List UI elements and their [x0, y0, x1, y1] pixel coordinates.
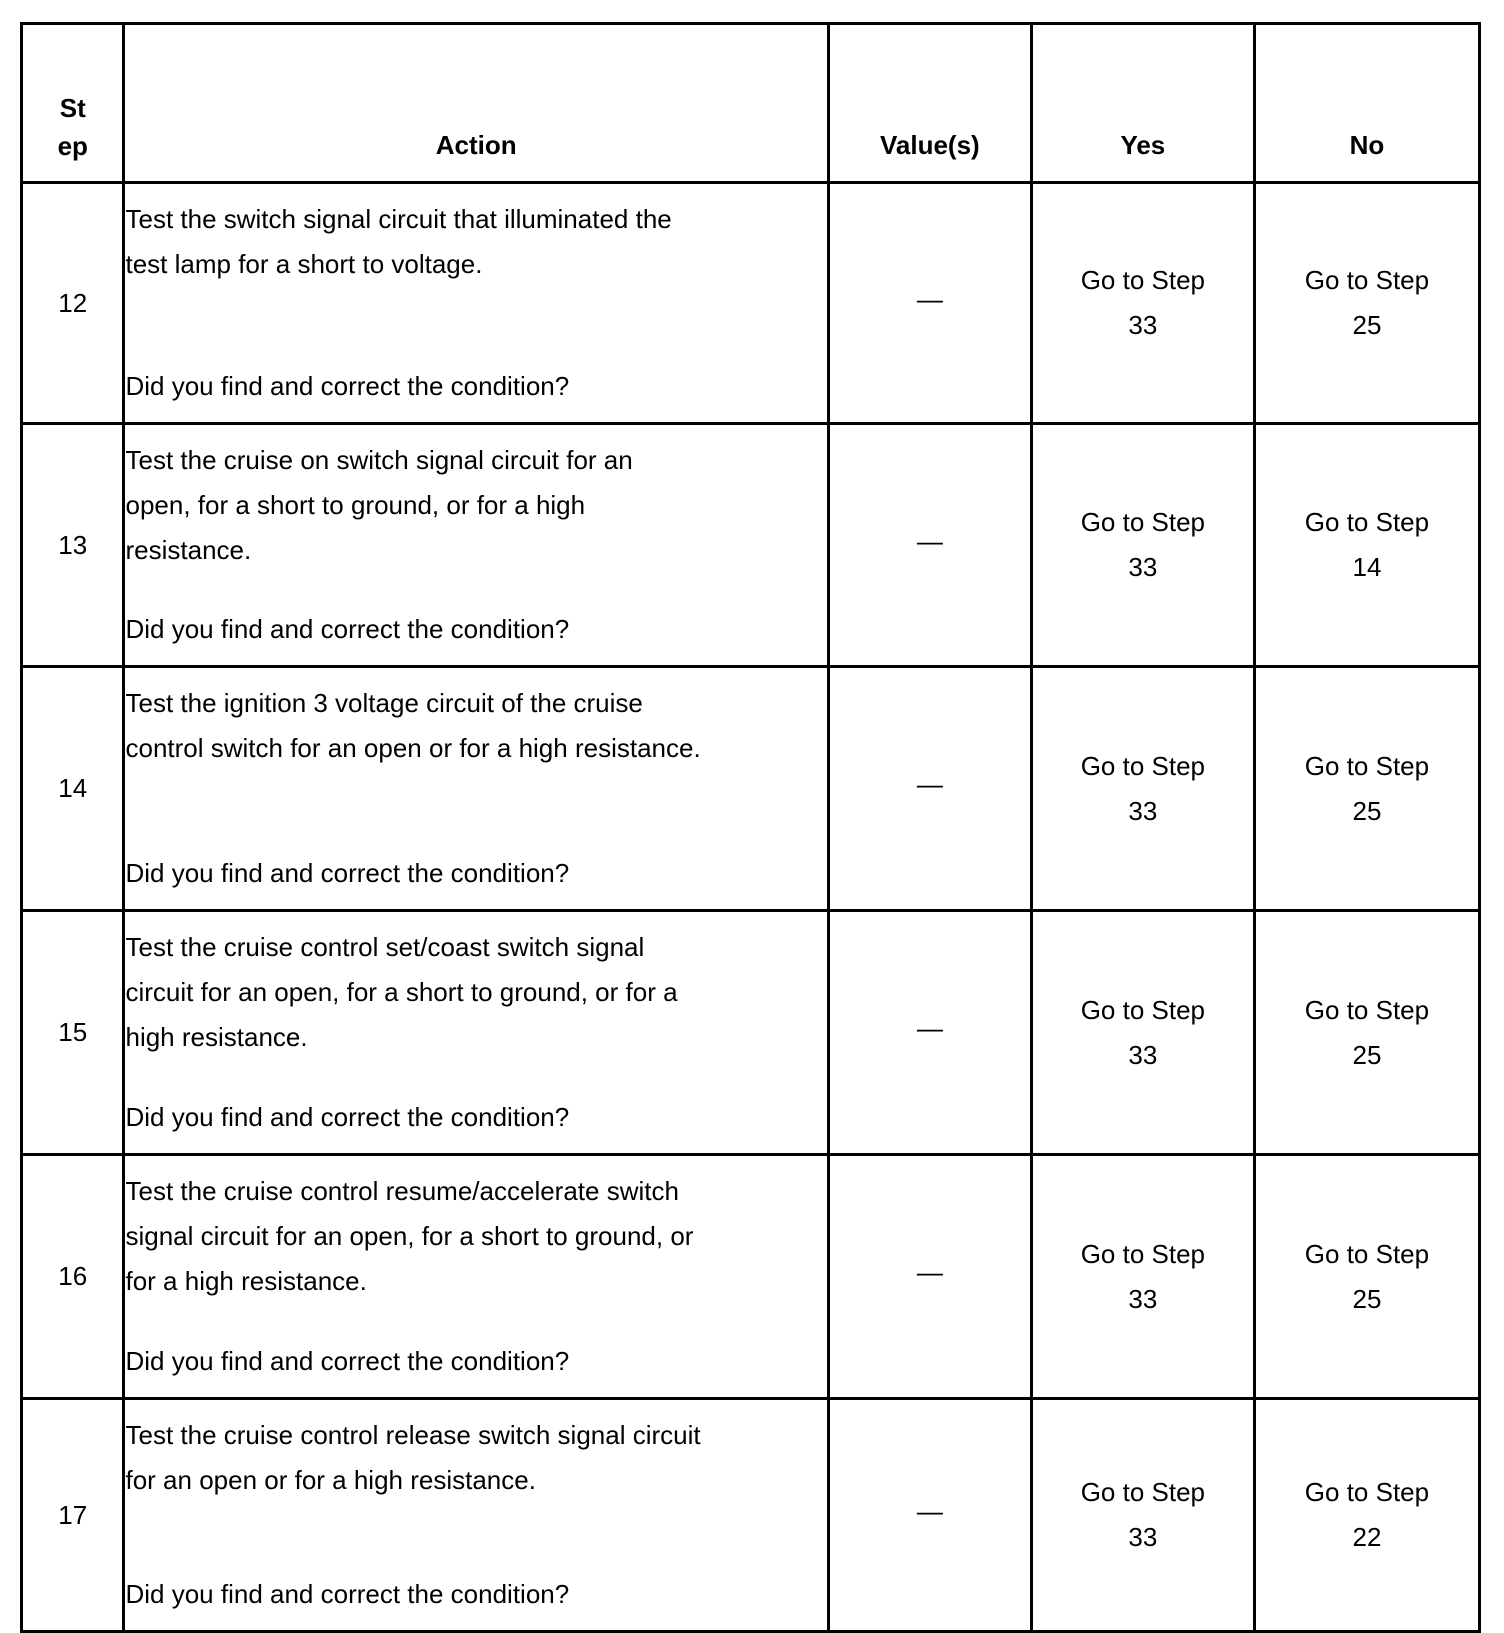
- yes-goto-label: Go to Step: [1080, 1477, 1206, 1507]
- action-line: test lamp for a short to voltage.: [125, 249, 483, 279]
- action-line: Test the ignition 3 voltage circuit of the cruise: [125, 688, 643, 718]
- header-row: [22, 24, 1480, 183]
- action-line: high resistance.: [125, 1022, 308, 1052]
- action-line: Test the cruise on switch signal circuit for an: [125, 445, 633, 475]
- action-line: Test the cruise control release switch signal circuit: [125, 1420, 701, 1450]
- yes-goto-step: 33: [1128, 1283, 1158, 1314]
- action-instruction: [125, 925, 826, 1060]
- step-number: 14: [22, 667, 124, 911]
- action-question: Did you find and correct the condition?: [125, 1346, 570, 1376]
- value-cell: [828, 1399, 1031, 1632]
- yes-cell: [1031, 1155, 1254, 1399]
- yes-cell: [1031, 183, 1254, 424]
- table-row: [22, 1399, 1480, 1632]
- table-row: [22, 911, 1480, 1155]
- table-row: [22, 667, 1480, 911]
- yes-goto-step: 33: [1128, 1039, 1158, 1070]
- no-cell: [1254, 183, 1479, 424]
- no-goto-label: Go to Step: [1304, 507, 1430, 537]
- no-goto-step: 25: [1352, 795, 1382, 826]
- no-cell: [1254, 424, 1479, 667]
- step-number: 15: [22, 911, 124, 1155]
- value-cell: [828, 424, 1031, 667]
- action-cell: [124, 1399, 828, 1632]
- table-row: [22, 183, 1480, 424]
- table-row: [22, 1155, 1480, 1399]
- value-cell: [828, 1155, 1031, 1399]
- value-dash: —: [916, 1257, 943, 1287]
- yes-cell: [1031, 911, 1254, 1155]
- no-cell: [1254, 911, 1479, 1155]
- value-dash: —: [916, 769, 943, 799]
- action-line: Test the switch signal circuit that illuminated the: [125, 204, 672, 234]
- no-goto-label: Go to Step: [1304, 1238, 1430, 1269]
- yes-goto-step: 33: [1128, 1522, 1158, 1552]
- action-question: Did you find and correct the condition?: [125, 1579, 570, 1609]
- action-cell: [124, 183, 828, 424]
- no-goto-label: Go to Step: [1304, 1477, 1430, 1507]
- no-goto-step: 22: [1352, 1522, 1382, 1552]
- yes-goto-label: Go to Step: [1080, 994, 1206, 1025]
- table-row: [22, 424, 1480, 667]
- action-instruction: [125, 438, 826, 573]
- action-cell: [124, 667, 828, 911]
- step-header-line-1: St: [59, 93, 86, 123]
- no-goto-label: Go to Step: [1304, 265, 1430, 295]
- no-cell: [1254, 1155, 1479, 1399]
- step-header-line-2: ep: [57, 131, 88, 161]
- value-dash: —: [916, 1495, 943, 1526]
- yes-goto-label: Go to Step: [1080, 507, 1206, 537]
- yes-goto-step: 33: [1128, 552, 1158, 582]
- action-instruction: [125, 681, 826, 771]
- step-number: 17: [22, 1399, 124, 1632]
- value-cell: [828, 667, 1031, 911]
- action-line: resistance.: [125, 535, 252, 565]
- yes-goto-label: Go to Step: [1080, 265, 1206, 295]
- value-dash: —: [916, 525, 943, 556]
- no-goto-step: 25: [1352, 1039, 1382, 1070]
- no-cell: [1254, 1399, 1479, 1632]
- no-goto-step: 25: [1352, 1283, 1382, 1314]
- action-line: open, for a short to ground, or for a high: [125, 490, 586, 520]
- yes-cell: [1031, 667, 1254, 911]
- action-cell: [124, 1155, 828, 1399]
- action-line: Test the cruise control set/coast switch signal: [125, 932, 645, 962]
- action-question: Did you find and correct the condition?: [125, 858, 570, 888]
- value-dash: —: [916, 283, 943, 314]
- yes-goto-label: Go to Step: [1080, 750, 1206, 781]
- no-cell: [1254, 667, 1479, 911]
- action-instruction: [125, 1413, 826, 1503]
- yes-column-header: Yes: [1031, 24, 1254, 183]
- value-dash: —: [916, 1013, 943, 1043]
- yes-cell: [1031, 424, 1254, 667]
- action-line: signal circuit for an open, for a short to ground, or: [125, 1221, 694, 1251]
- action-question: Did you find and correct the condition?: [125, 371, 570, 401]
- action-question: Did you find and correct the condition?: [125, 614, 570, 644]
- values-column-header: Value(s): [828, 24, 1031, 183]
- no-goto-step: 25: [1352, 310, 1382, 340]
- action-line: control switch for an open or for a high resistance.: [125, 733, 701, 763]
- step-column-header: [22, 24, 124, 183]
- no-goto-step: 14: [1352, 552, 1382, 582]
- action-instruction: [125, 1169, 826, 1304]
- action-line: Test the cruise control resume/accelerate switch: [125, 1176, 679, 1206]
- yes-cell: [1031, 1399, 1254, 1632]
- yes-goto-step: 33: [1128, 310, 1158, 340]
- step-number: 13: [22, 424, 124, 667]
- value-cell: [828, 183, 1031, 424]
- diagnostic-table: [20, 22, 1481, 1633]
- step-number: 12: [22, 183, 124, 424]
- no-goto-label: Go to Step: [1304, 994, 1430, 1025]
- yes-goto-step: 33: [1128, 795, 1158, 826]
- no-goto-label: Go to Step: [1304, 750, 1430, 781]
- no-column-header: No: [1254, 24, 1479, 183]
- action-question: Did you find and correct the condition?: [125, 1102, 570, 1132]
- action-line: for a high resistance.: [125, 1266, 367, 1296]
- action-line: circuit for an open, for a short to ground, or for a: [125, 977, 678, 1007]
- yes-goto-label: Go to Step: [1080, 1238, 1206, 1269]
- table-body: [22, 183, 1480, 1632]
- value-cell: [828, 911, 1031, 1155]
- action-cell: [124, 424, 828, 667]
- step-number: 16: [22, 1155, 124, 1399]
- action-column-header: Action: [124, 24, 828, 183]
- action-line: for an open or for a high resistance.: [125, 1465, 536, 1495]
- action-cell: [124, 911, 828, 1155]
- action-instruction: [125, 197, 826, 287]
